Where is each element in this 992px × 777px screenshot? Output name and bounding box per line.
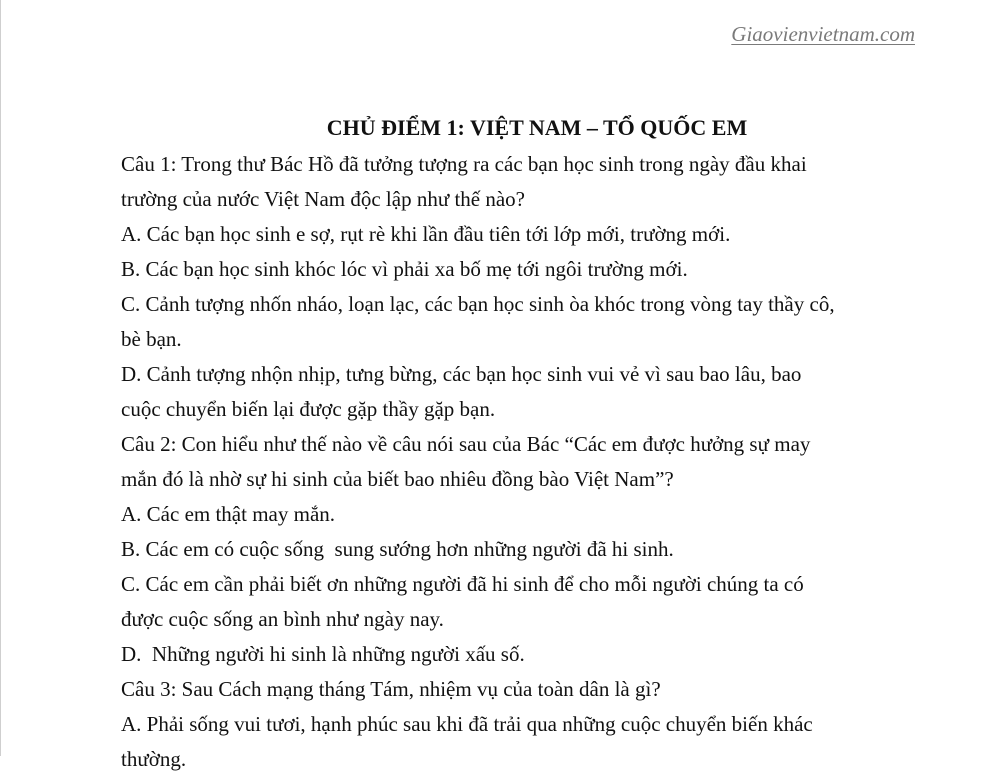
question-1-line-2: trường của nước Việt Nam độc lập như thế nào? xyxy=(121,187,526,211)
question-1-option-d-line-2: cuộc chuyển biến lại được gặp thầy gặp bạn. xyxy=(121,397,496,421)
question-1-line-1: Câu 1: Trong thư Bác Hồ đã tưởng tượng ra các bạn học sinh trong ngày đầu khai xyxy=(121,152,807,176)
question-2-line-2: mắn đó là nhờ sự hi sinh của biết bao nhiêu đồng bào Việt Nam”? xyxy=(121,467,674,491)
question-1-option-d-line-1: D. Cảnh tượng nhộn nhịp, tưng bừng, các bạn học sinh vui vẻ vì sau bao lâu, bao xyxy=(121,362,802,386)
question-3-option-a-line-2: thường. xyxy=(121,747,187,771)
page-title: CHỦ ĐIỂM 1: VIỆT NAM – TỔ QUỐC EM xyxy=(326,115,748,140)
question-2-option-b: B. Các em có cuộc sống sung sướng hơn những người đã hi sinh. xyxy=(121,537,674,561)
question-1-option-c-line-1: C. Cảnh tượng nhốn nháo, loạn lạc, các bạn học sinh òa khóc trong vòng tay thầy cô, xyxy=(121,292,835,316)
question-2-option-a: A. Các em thật may mắn. xyxy=(121,502,336,526)
question-2-option-d: D. Những người hi sinh là những người xấu số. xyxy=(121,642,525,666)
question-1-option-a: A. Các bạn học sinh e sợ, rụt rè khi lần đầu tiên tới lớp mới, trường mới. xyxy=(121,222,731,246)
question-2-line-1: Câu 2: Con hiểu như thế nào về câu nói sau của Bác “Các em được hưởng sự may xyxy=(121,432,811,456)
question-3-option-a-line-1: A. Phải sống vui tươi, hạnh phúc sau khi đã trải qua những cuộc chuyển biến khác xyxy=(121,712,813,736)
question-1-option-b: B. Các bạn học sinh khóc lóc vì phải xa bố mẹ tới ngôi trường mới. xyxy=(121,257,688,281)
question-2-option-c-line-1: C. Các em cần phải biết ơn những người đã hi sinh để cho mỗi người chúng ta có xyxy=(121,572,804,596)
question-2-option-c-line-2: được cuộc sống an bình như ngày nay. xyxy=(121,607,444,631)
document-body xyxy=(121,112,921,777)
question-3-line-1: Câu 3: Sau Cách mạng tháng Tám, nhiệm vụ của toàn dân là gì? xyxy=(121,677,661,701)
site-watermark: Giaovienvietnam.com xyxy=(731,22,915,46)
question-1-option-c-line-2: bè bạn. xyxy=(121,327,182,351)
